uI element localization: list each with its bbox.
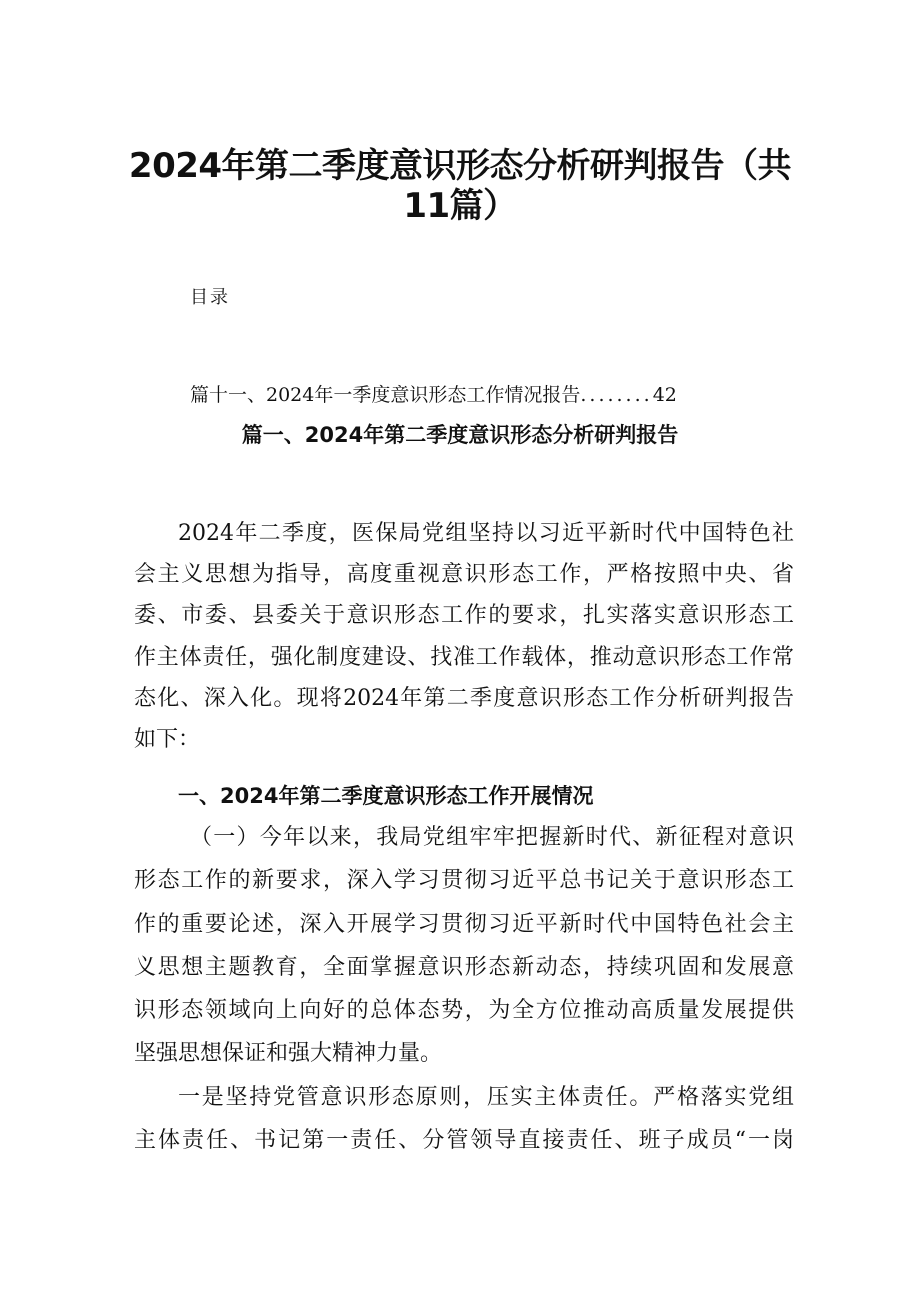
section-heading: 一、2024年第二季度意识形态工作开展情况 — [178, 784, 594, 808]
paragraph-line: 一是坚持党管意识形态原则，压实主体责任。严格落实党组 — [178, 1085, 794, 1110]
paragraph-line: 形态工作的新要求，深入学习贯彻习近平总书记关于意识形态工 — [134, 868, 794, 893]
paragraph-line: 如下： — [134, 727, 201, 752]
toc-entry-leader: ........ — [580, 384, 653, 406]
toc-entry-page: 42 — [652, 384, 677, 406]
paragraph-line: 作的重要论述，深入开展学习贯彻习近平新时代中国特色社会主 — [134, 912, 794, 937]
paragraph-line: 会主义思想为指导，高度重视意识形态工作，严格按照中央、省 — [134, 562, 794, 587]
paragraph-line: 识形态领域向上向好的总体态势，为全方位推动高质量发展提供 — [134, 998, 794, 1023]
document-title-line-1: 2024年第二季度意识形态分析研判报告（共 — [128, 146, 792, 186]
paragraph-line: 态化、深入化。现将2024年第二季度意识形态工作分析研判报告 — [134, 686, 794, 711]
toc-entry-text: 篇十一、2024年一季度意识形态工作情况报告 — [190, 384, 581, 406]
toc-label: 目录 — [190, 287, 230, 308]
paragraph-line: 主体责任、书记第一责任、分管领导直接责任、班子成员“一岗 — [134, 1128, 794, 1153]
document-title-line-2: 11篇） — [403, 186, 517, 226]
paragraph-line: 义思想主题教育，全面掌握意识形态新动态，持续巩固和发展意 — [134, 955, 794, 980]
paragraph-line: 2024年二季度，医保局党组坚持以习近平新时代中国特色社 — [178, 521, 794, 546]
paragraph-line: 作主体责任，强化制度建设、找准工作载体，推动意识形态工作常 — [134, 645, 794, 670]
paragraph-line: 坚强思想保证和强大精神力量。 — [134, 1041, 443, 1066]
toc-entry[interactable] — [190, 381, 677, 409]
paragraph-line: （一）今年以来，我局党组牢牢把握新时代、新征程对意识 — [190, 825, 794, 850]
paragraph-line: 委、市委、县委关于意识形态工作的要求，扎实落实意识形态工 — [134, 603, 794, 628]
section-title: 篇一、2024年第二季度意识形态分析研判报告 — [241, 423, 679, 447]
